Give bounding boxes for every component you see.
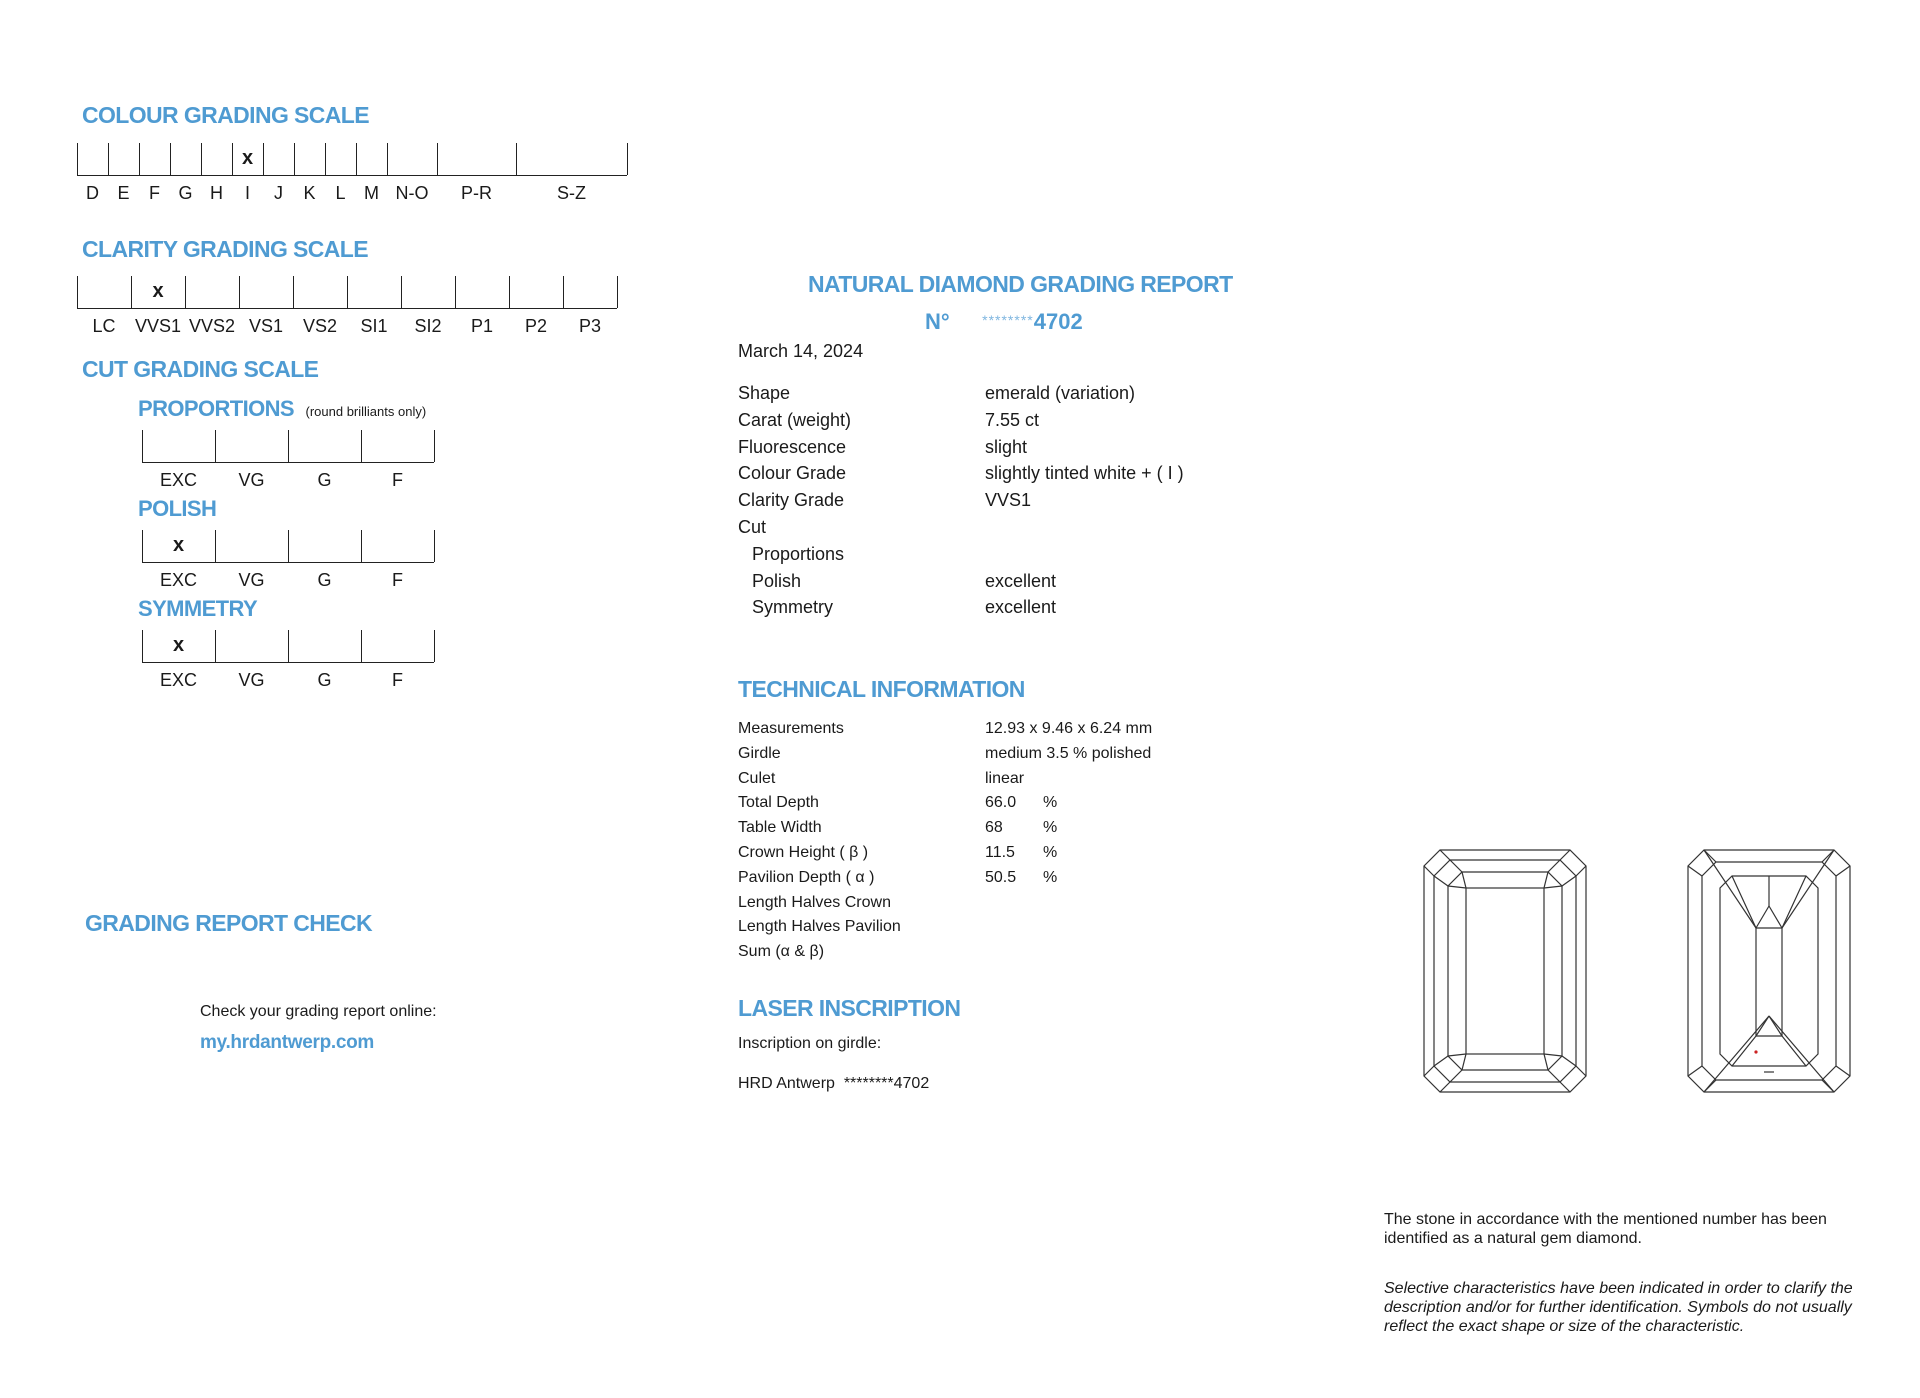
scale-label-exc: EXC — [159, 570, 198, 590]
scale-tick — [294, 143, 295, 175]
laser-subtitle: Inscription on girdle: — [738, 1035, 882, 1052]
tech-row-value: 11.5 — [985, 844, 1015, 861]
scale-tick — [239, 276, 240, 308]
scale-label-vvs1: VVS1 — [134, 316, 182, 336]
scale-tick — [387, 143, 388, 175]
report-row-label: Carat (weight) — [738, 409, 852, 430]
clarity-scale — [77, 276, 622, 338]
tech-row-label: Total Depth — [738, 794, 819, 812]
identification-note: The stone in accordance with the mentioned number has been identified as a natural gem diamond. — [1384, 1211, 1827, 1247]
report-grades — [738, 383, 1338, 623]
disclaimer-note: Selective characteristics have been indicated in order to clarify the description and/or for further identification. Symbols do not usually reflect the exact shape or size of the characteristic. — [1384, 1280, 1853, 1335]
scale-tick — [437, 143, 438, 175]
report-row-label: Colour Grade — [738, 463, 847, 484]
polish-scale — [142, 530, 434, 592]
report-row-value: slightly tinted white + ( I ) — [985, 463, 1184, 484]
tech-row-label: Length Halves Crown — [738, 893, 891, 911]
tech-row-label: Culet — [738, 769, 776, 787]
report-check-title: GRADING REPORT CHECK — [85, 910, 373, 936]
scale-label-p1: P1 — [470, 316, 494, 336]
scale-tick — [325, 143, 326, 175]
scale-label-vg: VG — [238, 570, 265, 590]
scale-label-exc: EXC — [159, 470, 198, 490]
scale-tick — [142, 430, 143, 462]
scale-label-f: F — [392, 570, 403, 590]
report-row-value: excellent — [985, 597, 1057, 618]
scale-tick — [77, 143, 78, 175]
scale-label-f: F — [392, 670, 403, 690]
scale-tick — [434, 430, 435, 462]
tech-row-label: Measurements — [738, 720, 844, 737]
scale-label-lc: LC — [92, 316, 116, 336]
tech-row-value: medium 3.5 % polished — [985, 744, 1152, 762]
report-row-value: emerald (variation) — [985, 383, 1136, 403]
scale-tick — [356, 143, 357, 175]
laser-text: HRD Antwerp ********4702 — [738, 1075, 930, 1092]
symmetry-scale — [142, 630, 434, 692]
scale-tick — [232, 143, 233, 175]
scale-label-vs1: VS1 — [248, 316, 284, 336]
scale-label-k: K — [303, 183, 316, 203]
colour-scale — [77, 143, 622, 205]
scale-tick — [434, 630, 435, 662]
scale-tick — [215, 630, 216, 662]
tech-row-value: 50.5 — [985, 868, 1017, 886]
emerald-cut-crown-diagram-icon — [1420, 846, 1590, 1096]
scale-tick — [131, 276, 132, 308]
scale-label-j: J — [274, 183, 283, 203]
report-title: NATURAL DIAMOND GRADING REPORT — [808, 271, 1233, 297]
scale-label-g: G — [317, 570, 332, 590]
scale-label-vvs2: VVS2 — [188, 316, 236, 336]
report-row-value: slight — [985, 436, 1028, 457]
clarity-scale-title: CLARITY GRADING SCALE — [82, 236, 368, 262]
scale-label-vg: VG — [238, 670, 265, 690]
tech-row-label: Length Halves Pavilion — [738, 918, 901, 936]
scale-tick — [142, 630, 143, 662]
scale-tick — [263, 143, 264, 175]
tech-row-unit: % — [1043, 844, 1058, 861]
tech-row-label: Pavilion Depth ( α ) — [738, 868, 875, 886]
scale-mark: x — [152, 280, 164, 302]
scale-label-n-o: N-O — [395, 183, 429, 203]
scale-label-g: G — [317, 670, 332, 690]
scale-tick — [215, 430, 216, 462]
report-row-label: Fluorescence — [738, 436, 847, 457]
scale-tick — [627, 143, 628, 175]
report-row-value: VVS1 — [985, 490, 1032, 511]
scale-tick — [288, 530, 289, 562]
scale-label-p-r: P-R — [461, 183, 492, 203]
scale-tick — [142, 530, 143, 562]
scale-tick — [201, 143, 202, 175]
scale-mark: x — [172, 534, 185, 556]
scale-label-d: D — [86, 183, 99, 203]
scale-label-s-z: S-Z — [557, 183, 586, 203]
report-check-text: Check your grading report online: — [200, 1003, 437, 1020]
scale-tick — [563, 276, 564, 308]
scale-label-vs2: VS2 — [302, 316, 338, 336]
scale-label-g: G — [178, 183, 193, 203]
scale-mark: x — [172, 634, 185, 656]
scale-label-exc: EXC — [159, 670, 198, 690]
report-number-mask: ******** — [982, 312, 1034, 328]
scale-tick — [288, 630, 289, 662]
tech-row-value: linear — [985, 769, 1025, 787]
scale-label-si1: SI1 — [360, 316, 388, 336]
scale-label-f: F — [392, 470, 403, 490]
report-row-value: excellent — [985, 570, 1057, 591]
scale-tick — [215, 530, 216, 562]
scale-tick — [185, 276, 186, 308]
scale-tick — [361, 530, 362, 562]
report-row-value: 7.55 ct — [985, 409, 1040, 430]
laser-title: LASER INSCRIPTION — [738, 995, 961, 1021]
colour-scale-title: COLOUR GRADING SCALE — [82, 102, 370, 128]
scale-label-f: F — [149, 183, 160, 203]
tech-row-label: Girdle — [738, 744, 781, 762]
proportions-title: PROPORTIONS (round brilliants only) — [138, 396, 427, 421]
scale-tick — [361, 430, 362, 462]
scale-label-p3: P3 — [578, 316, 602, 336]
technical-title: TECHNICAL INFORMATION — [738, 676, 1025, 702]
tech-row-value: 66.0 — [985, 794, 1017, 812]
scale-baseline — [77, 143, 627, 176]
technical-table — [738, 720, 1338, 970]
scale-label-vg: VG — [238, 470, 265, 490]
report-row-label: Symmetry — [752, 597, 833, 618]
tech-row-label: Table Width — [738, 819, 822, 837]
scale-tick — [455, 276, 456, 308]
report-number-prefix: N° — [925, 309, 950, 334]
scale-tick — [108, 143, 109, 175]
scale-tick — [293, 276, 294, 308]
scale-label-si2: SI2 — [414, 316, 442, 336]
scale-label-e: E — [117, 183, 130, 203]
report-row-label: Cut — [738, 517, 767, 537]
scale-tick — [617, 276, 618, 308]
tech-row-unit: % — [1043, 794, 1058, 812]
emerald-cut-pavilion-diagram-icon — [1684, 846, 1854, 1096]
report-check-link[interactable]: my.hrdantwerp.com — [200, 1032, 375, 1053]
scale-tick — [347, 276, 348, 308]
scale-label-p2: P2 — [524, 316, 548, 336]
tech-row-label: Crown Height ( β ) — [738, 844, 869, 861]
scale-mark: x — [241, 147, 254, 169]
symmetry-title: SYMMETRY — [138, 596, 258, 621]
report-number-value: 4702 — [1033, 309, 1083, 334]
report-number — [925, 309, 1083, 335]
scale-tick — [361, 630, 362, 662]
tech-row-value: 12.93 x 9.46 x 6.24 mm — [985, 720, 1153, 737]
tech-row-value: 68 — [985, 819, 1003, 837]
tech-row-label: Sum (α & β) — [738, 943, 825, 961]
scale-tick — [77, 276, 78, 308]
report-row-label: Polish — [752, 570, 802, 591]
scale-label-i: I — [244, 183, 251, 203]
scale-tick — [401, 276, 402, 308]
report-row-label: Clarity Grade — [738, 490, 845, 511]
report-row-label: Proportions — [752, 543, 845, 564]
proportions-note: (round brilliants only) — [305, 404, 427, 419]
scale-tick — [516, 143, 517, 175]
scale-label-m: M — [364, 183, 379, 203]
report-row-label: Shape — [738, 383, 791, 403]
scale-tick — [288, 430, 289, 462]
proportions-scale — [142, 430, 434, 492]
report-date: March 14, 2024 — [738, 341, 864, 361]
scale-tick — [170, 143, 171, 175]
scale-tick — [139, 143, 140, 175]
tech-row-unit: % — [1043, 868, 1058, 886]
inclusion-mark — [1754, 1050, 1757, 1053]
scale-tick — [509, 276, 510, 308]
tech-row-unit: % — [1043, 819, 1058, 837]
scale-label-g: G — [317, 470, 332, 490]
scale-tick — [434, 530, 435, 562]
scale-label-h: H — [210, 183, 223, 203]
scale-label-l: L — [335, 183, 346, 203]
cut-scale-title: CUT GRADING SCALE — [82, 356, 319, 382]
polish-title: POLISH — [138, 496, 217, 521]
